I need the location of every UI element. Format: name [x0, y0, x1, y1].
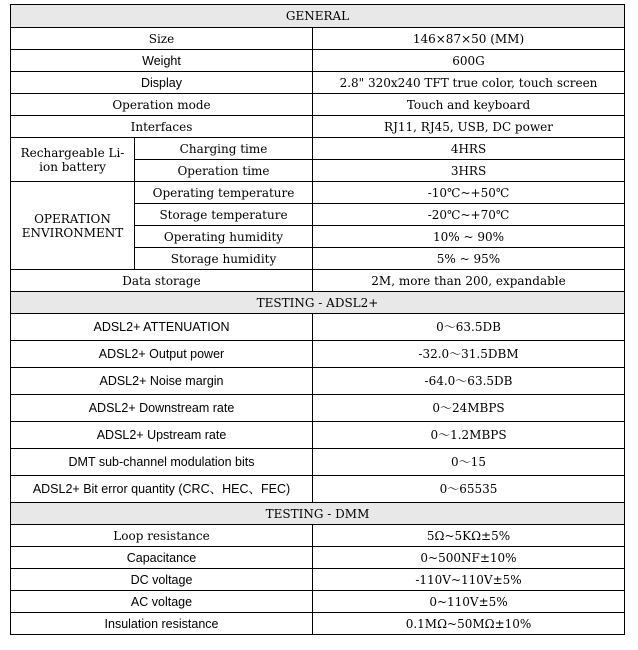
spec-label: Insulation resistance: [11, 613, 313, 635]
section-title: GENERAL: [11, 5, 625, 28]
spec-label: ADSL2+ Bit error quantity (CRC、HEC、FEC): [11, 476, 313, 503]
table-row: [11, 270, 625, 292]
spec-label: Storage humidity: [135, 248, 313, 270]
table-row: [11, 395, 625, 422]
spec-value: -32.0～31.5DBM: [313, 341, 625, 368]
table-row: [11, 591, 625, 613]
spec-label: DC voltage: [11, 569, 313, 591]
spec-label: Operation mode: [11, 94, 313, 116]
spec-label: Loop resistance: [11, 525, 313, 547]
spec-value: RJ11, RJ45, USB, DC power: [313, 116, 625, 138]
spec-table: [10, 4, 625, 635]
table-row: [11, 525, 625, 547]
spec-value: 5Ω~5KΩ±5%: [313, 525, 625, 547]
table-row: [11, 368, 625, 395]
spec-value: 146×87×50 (MM): [313, 28, 625, 50]
table-row: [11, 476, 625, 503]
spec-label: AC voltage: [11, 591, 313, 613]
spec-label: Interfaces: [11, 116, 313, 138]
section-header-general: [11, 5, 625, 28]
spec-value: 5% ~ 95%: [313, 248, 625, 270]
spec-label: Data storage: [11, 270, 313, 292]
spec-value: 2.8" 320x240 TFT true color, touch screen: [313, 72, 625, 94]
spec-label: ADSL2+ ATTENUATION: [11, 314, 313, 341]
spec-label: Operation time: [135, 160, 313, 182]
spec-label: Operating humidity: [135, 226, 313, 248]
section-header-dmm: [11, 503, 625, 525]
table-row: [11, 72, 625, 94]
spec-label: ADSL2+ Noise margin: [11, 368, 313, 395]
table-row: [11, 547, 625, 569]
spec-label: Weight: [11, 50, 313, 72]
environment-group-label: OPERATION ENVIRONMENT: [11, 182, 135, 270]
battery-group-label: Rechargeable Li-ion battery: [11, 138, 135, 182]
spec-value: 0.1MΩ~50MΩ±10%: [313, 613, 625, 635]
spec-label: DMT sub-channel modulation bits: [11, 449, 313, 476]
table-row: [11, 422, 625, 449]
spec-value: 600G: [313, 50, 625, 72]
spec-value: 4HRS: [313, 138, 625, 160]
spec-value: -10℃~+50℃: [313, 182, 625, 204]
spec-value: 0~110V±5%: [313, 591, 625, 613]
spec-value: 0~500NF±10%: [313, 547, 625, 569]
section-header-adsl: [11, 292, 625, 314]
spec-label: Display: [11, 72, 313, 94]
section-title: TESTING - DMM: [11, 503, 625, 525]
spec-value: 2M, more than 200, expandable: [313, 270, 625, 292]
spec-value: Touch and keyboard: [313, 94, 625, 116]
spec-value: -110V~110V±5%: [313, 569, 625, 591]
table-row: [11, 569, 625, 591]
spec-value: 0～24MBPS: [313, 395, 625, 422]
table-row: [11, 182, 625, 204]
table-row: [11, 28, 625, 50]
spec-value: -20℃~+70℃: [313, 204, 625, 226]
section-title: TESTING - ADSL2+: [11, 292, 625, 314]
table-row: [11, 341, 625, 368]
spec-value: 0～1.2MBPS: [313, 422, 625, 449]
spec-label: ADSL2+ Upstream rate: [11, 422, 313, 449]
spec-value: 0～63.5DB: [313, 314, 625, 341]
table-row: [11, 314, 625, 341]
table-row: [11, 138, 625, 160]
spec-label: ADSL2+ Output power: [11, 341, 313, 368]
spec-label: ADSL2+ Downstream rate: [11, 395, 313, 422]
spec-value: 10% ~ 90%: [313, 226, 625, 248]
spec-value: 3HRS: [313, 160, 625, 182]
spec-label: Size: [11, 28, 313, 50]
table-row: [11, 613, 625, 635]
spec-value: -64.0～63.5DB: [313, 368, 625, 395]
spec-label: Charging time: [135, 138, 313, 160]
table-row: [11, 116, 625, 138]
table-row: [11, 449, 625, 476]
spec-value: 0～15: [313, 449, 625, 476]
table-row: [11, 94, 625, 116]
spec-value: 0～65535: [313, 476, 625, 503]
spec-label: Capacitance: [11, 547, 313, 569]
spec-label: Operating temperature: [135, 182, 313, 204]
table-row: [11, 50, 625, 72]
spec-label: Storage temperature: [135, 204, 313, 226]
